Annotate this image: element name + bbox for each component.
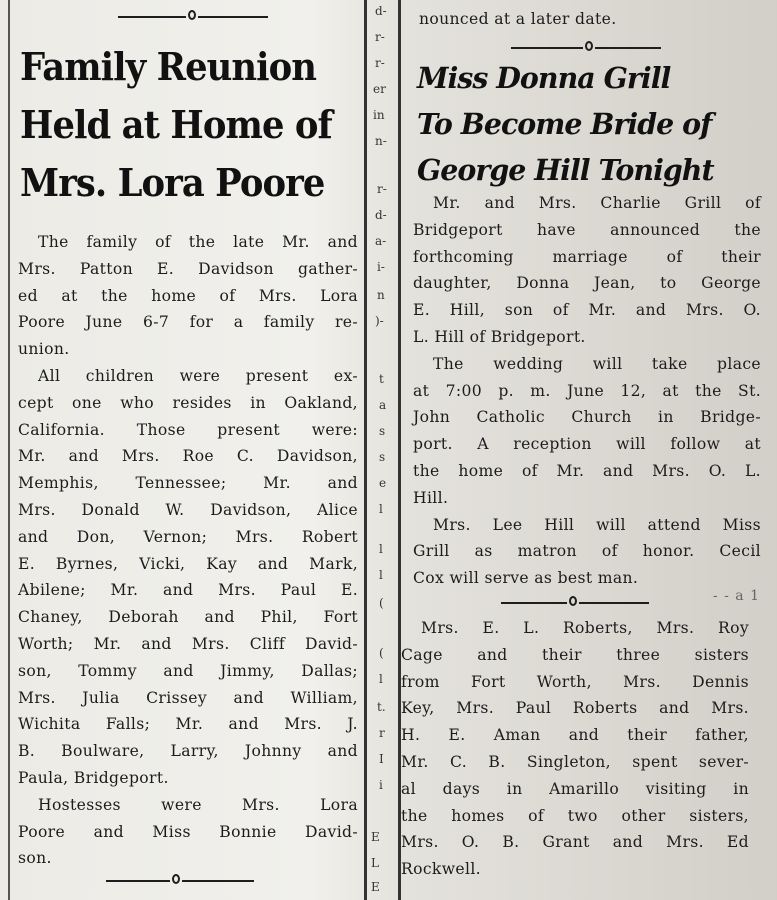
article-line: L. Hill of Bridgeport. [413,327,586,346]
text-fragment: e [379,476,387,490]
reunion-headline [20,38,332,212]
text-fragment: r- [375,56,385,70]
headline-line: George Hill Tonight [417,153,714,187]
text-fragment: i [379,778,383,792]
text-fragment: l [379,542,383,556]
text-fragment: ( [379,596,384,610]
text-fragment: l [379,672,383,686]
divider [501,596,651,610]
article-line: Worth; Mr. and Mrs. Cliff David- [18,634,358,653]
article-line: the home of Mr. and Mrs. O. L. [413,461,761,480]
text-fragment: d- [375,4,387,18]
article-line: Paula, Bridgeport. [18,768,169,787]
article-line: nounced at a later date. [419,10,617,28]
article-line: cept one who resides in Oakland, [18,393,358,412]
article-line: Memphis, Tennessee; Mr. and [18,474,358,493]
text-fragment: d- [375,208,387,222]
article-line: The wedding will take place [433,354,761,373]
article-line: Mrs. Julia Crissey and William, [18,688,358,707]
article-line: Hill. [413,488,449,507]
article-line: at 7:00 p. m. June 12, at the St. [413,381,761,400]
text-fragment: r- [377,182,387,196]
text-fragment: in [373,108,385,122]
article-line: daughter, Donna Jean, to George [413,274,761,293]
text-fragment: s [379,424,386,438]
headline-line: To Become Bride of [417,107,712,141]
article-line: son, Tommy and Jimmy, Dallas; [18,661,358,680]
article-line: Bridgeport have announced the [413,220,761,239]
headline-line: Mrs. Lora Poore [20,160,325,205]
article-line: Mrs. Donald W. Davidson, Alice [18,500,358,519]
text-fragment: E [371,880,380,894]
headline-line: Family Reunion [20,44,317,89]
article-line: John Catholic Church in Bridge- [413,408,761,427]
article-line: H. E. Aman and their father, [401,726,749,745]
text-fragment: r- [375,30,385,44]
article-line: union. [18,340,70,359]
headline-line: Held at Home of [20,102,332,147]
article-line: Mr. C. B. Singleton, spent sever- [401,752,749,771]
article-line: Mrs. O. B. Grant and Mrs. Ed [401,833,749,852]
text-fragment: )- [375,314,384,328]
torn-marks: - - a 1 [712,588,760,604]
article-line: ed at the home of Mrs. Lora [18,286,358,305]
article-line: and Don, Vernon; Mrs. Robert [18,527,358,546]
article-line: Mrs. Patton E. Davidson gather- [18,259,358,278]
article-line: Key, Mrs. Paul Roberts and Mrs. [401,699,749,718]
headline-line: Miss Donna Grill [417,61,671,95]
article-line: The family of the late Mr. and [38,233,358,251]
article-line: Poore June 6-7 for a family re- [18,313,358,332]
article-line: port. A reception will follow at [413,435,761,454]
article-line: son. [18,849,52,868]
text-fragment: s [379,450,386,464]
text-fragment: ( [379,646,384,660]
article-line: California. Those present were: [18,420,358,439]
wedding-headline [417,55,714,193]
divider [511,41,661,55]
text-fragment: t. [377,700,386,714]
text-fragment: a- [375,234,387,248]
text-fragment: i- [377,260,385,274]
text-fragment: t [379,372,384,386]
top-divider [118,10,268,24]
text-fragment: n- [375,134,387,148]
left-column [8,0,362,900]
middle-column-fragments [364,0,397,900]
article-line: Mrs. E. L. Roberts, Mrs. Roy [421,619,749,637]
article-line: forthcoming marriage of their [413,247,761,266]
text-fragment: er [373,82,386,96]
article-line: from Fort Worth, Mrs. Dennis [401,672,749,691]
article-line: All children were present ex- [38,366,358,385]
article-line: Cox will serve as best man. [413,569,639,588]
article-line: Rockwell. [401,860,481,879]
text-fragment: a [379,398,387,412]
article-line: E. Hill, son of Mr. and Mrs. O. [413,301,761,320]
article-line: Mr. and Mrs. Charlie Grill of [433,194,761,212]
article-line: Chaney, Deborah and Phil, Fort [18,608,358,627]
text-fragment: n [377,288,385,302]
article-line: Grill as matron of honor. Cecil [413,542,761,561]
text-fragment: l [379,502,383,516]
article-line: Hostesses were Mrs. Lora [38,795,358,814]
text-fragment: r [379,726,385,740]
article-line: Mrs. Lee Hill will attend Miss [433,515,761,534]
text-fragment: l [379,568,383,582]
article-line: B. Boulware, Larry, Johnny and [18,742,358,761]
text-fragment: L [371,856,379,870]
article-line: al days in Amarillo visiting in [401,779,749,798]
article-line: Cage and their three sisters [401,645,749,664]
right-column [398,0,777,900]
article-line: the homes of two other sisters, [401,806,749,825]
wedding-article [413,190,761,592]
visitors-article [401,615,749,883]
reunion-article [18,229,358,872]
bottom-divider [106,874,256,888]
text-fragment: I [379,752,384,766]
article-line: Mr. and Mrs. Roe C. Davidson, [18,447,358,466]
article-line: Abilene; Mr. and Mrs. Paul E. [18,581,358,600]
previous-article-end [419,6,759,33]
article-line: Poore and Miss Bonnie David- [18,822,358,841]
article-line: E. Byrnes, Vicki, Kay and Mark, [18,554,358,573]
article-line: Wichita Falls; Mr. and Mrs. J. [18,715,358,734]
text-fragment: E [371,830,380,844]
